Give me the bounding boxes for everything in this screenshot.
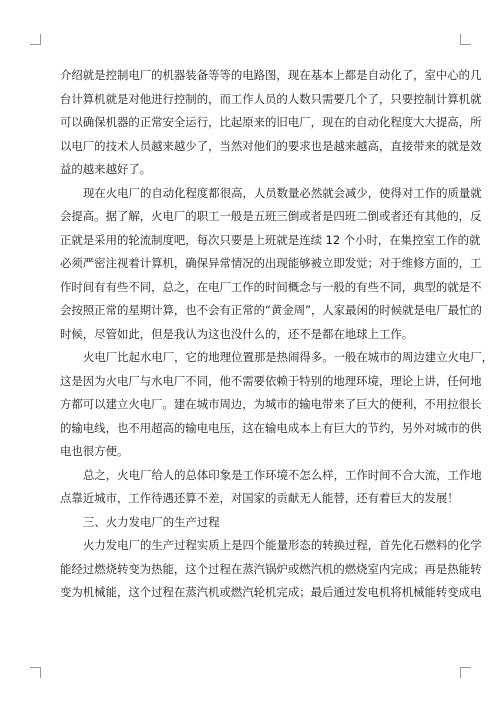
document-body — [60, 64, 494, 605]
paragraph-line: 台计算机就是对他进行控制的，而工作人员的人数只需要几个了，只要控制计算机就 — [60, 91, 482, 106]
paragraph-line: 以电厂的技术人员越来越少了，当然对他们的要求也是越来越高，直接带来的就是效 — [60, 138, 482, 153]
paragraph-line: 能经过燃烧转变为热能，这个过程在蒸汽锅炉或燃汽机的燃烧室内完成；再是热能转 — [60, 561, 482, 576]
paragraph-line: 时候，尽管如此，但是我认为这也没什么的，还不是都在地球上工作。 — [60, 326, 414, 341]
paragraph-line: 总之，火电厂给人的总体印象是工作环境不怎么样，工作时间不合大流，工作地 — [83, 467, 482, 482]
paragraph-3 — [60, 346, 494, 464]
paragraph-line: 会按照正常的星期计算，也不会有正常的“黄金周”，人家最闲的时候就是电厂最忙的 — [60, 303, 482, 317]
paragraph-line: 这是因为火电厂与水电厂不同，他不需要依赖于特别的地理环境，理论上讲，任何地 — [60, 373, 482, 388]
section-heading: 三、火力发电厂的生产过程 — [83, 514, 220, 529]
paragraph-line: 正就是采用的轮流制度吧，每次只要是上班就是连续 12 个小时，在集控室工作的就 — [60, 232, 481, 247]
crop-mark-bottom-right — [460, 667, 471, 678]
crop-mark-top-right — [460, 34, 471, 45]
paragraph-5 — [60, 534, 482, 605]
paragraph-line: 火电厂比起水电厂，它的地理位置那是热闹得多。一般在城市的周边建立火电厂， — [83, 350, 494, 364]
paragraph-1 — [60, 64, 482, 182]
paragraph-line: 介绍就是控制电厂的机器装备等等的电路图，现在基本上都是自动化了，室中心的几 — [60, 68, 482, 82]
paragraph-line: 益的越来越好了。 — [60, 162, 152, 176]
paragraph-line: 火力发电厂的生产过程实质上是四个能量形态的转换过程，首先化石燃料的化学 — [83, 538, 482, 552]
paragraph-line: 必须严密注视着计算机，确保异常情况的出现能够被立即发觉；对于维修方面的，工 — [60, 256, 482, 270]
paragraph-line: 现在火电厂的自动化程度都很高，人员数量必然就会减少，使得对工作的质量就 — [83, 185, 482, 200]
paragraph-line: 点靠近城市，工作待遇还算不差，对国家的贡献无人能替，还有着巨大的发展！ — [60, 491, 459, 505]
crop-mark-bottom-left — [30, 667, 41, 678]
paragraph-line: 电也很方便。 — [60, 444, 129, 458]
section-heading-block — [60, 511, 441, 535]
paragraph-line: 方都可以建立火电厂。建在城市周边，为城市的输电带来了巨大的便利，不用拉很长 — [60, 397, 482, 411]
paragraph-line: 的输电线，也不用超高的输电电压，这在输电成本上有巨大的节约，另外对城市的供 — [60, 420, 482, 435]
crop-mark-top-left — [30, 34, 41, 45]
paragraph-line: 变为机械能，这个过程在蒸汽机或燃汽轮机完成；最后通过发电机将机械能转变成电 — [60, 585, 482, 599]
paragraph-4 — [60, 464, 482, 511]
paragraph-2 — [60, 182, 482, 347]
paragraph-line: 作时间有有些不同，总之，在电厂工作的时间概念与一般的有些不同，典型的就是不 — [60, 279, 482, 294]
paragraph-line: 会提高。据了解，火电厂的职工一般是五班三倒或者是四班二倒或者还有其他的，反 — [60, 209, 482, 223]
paragraph-line: 可以确保机器的正常安全运行，比起原来的旧电厂，现在的自动化程度大大提高，所 — [60, 115, 482, 129]
